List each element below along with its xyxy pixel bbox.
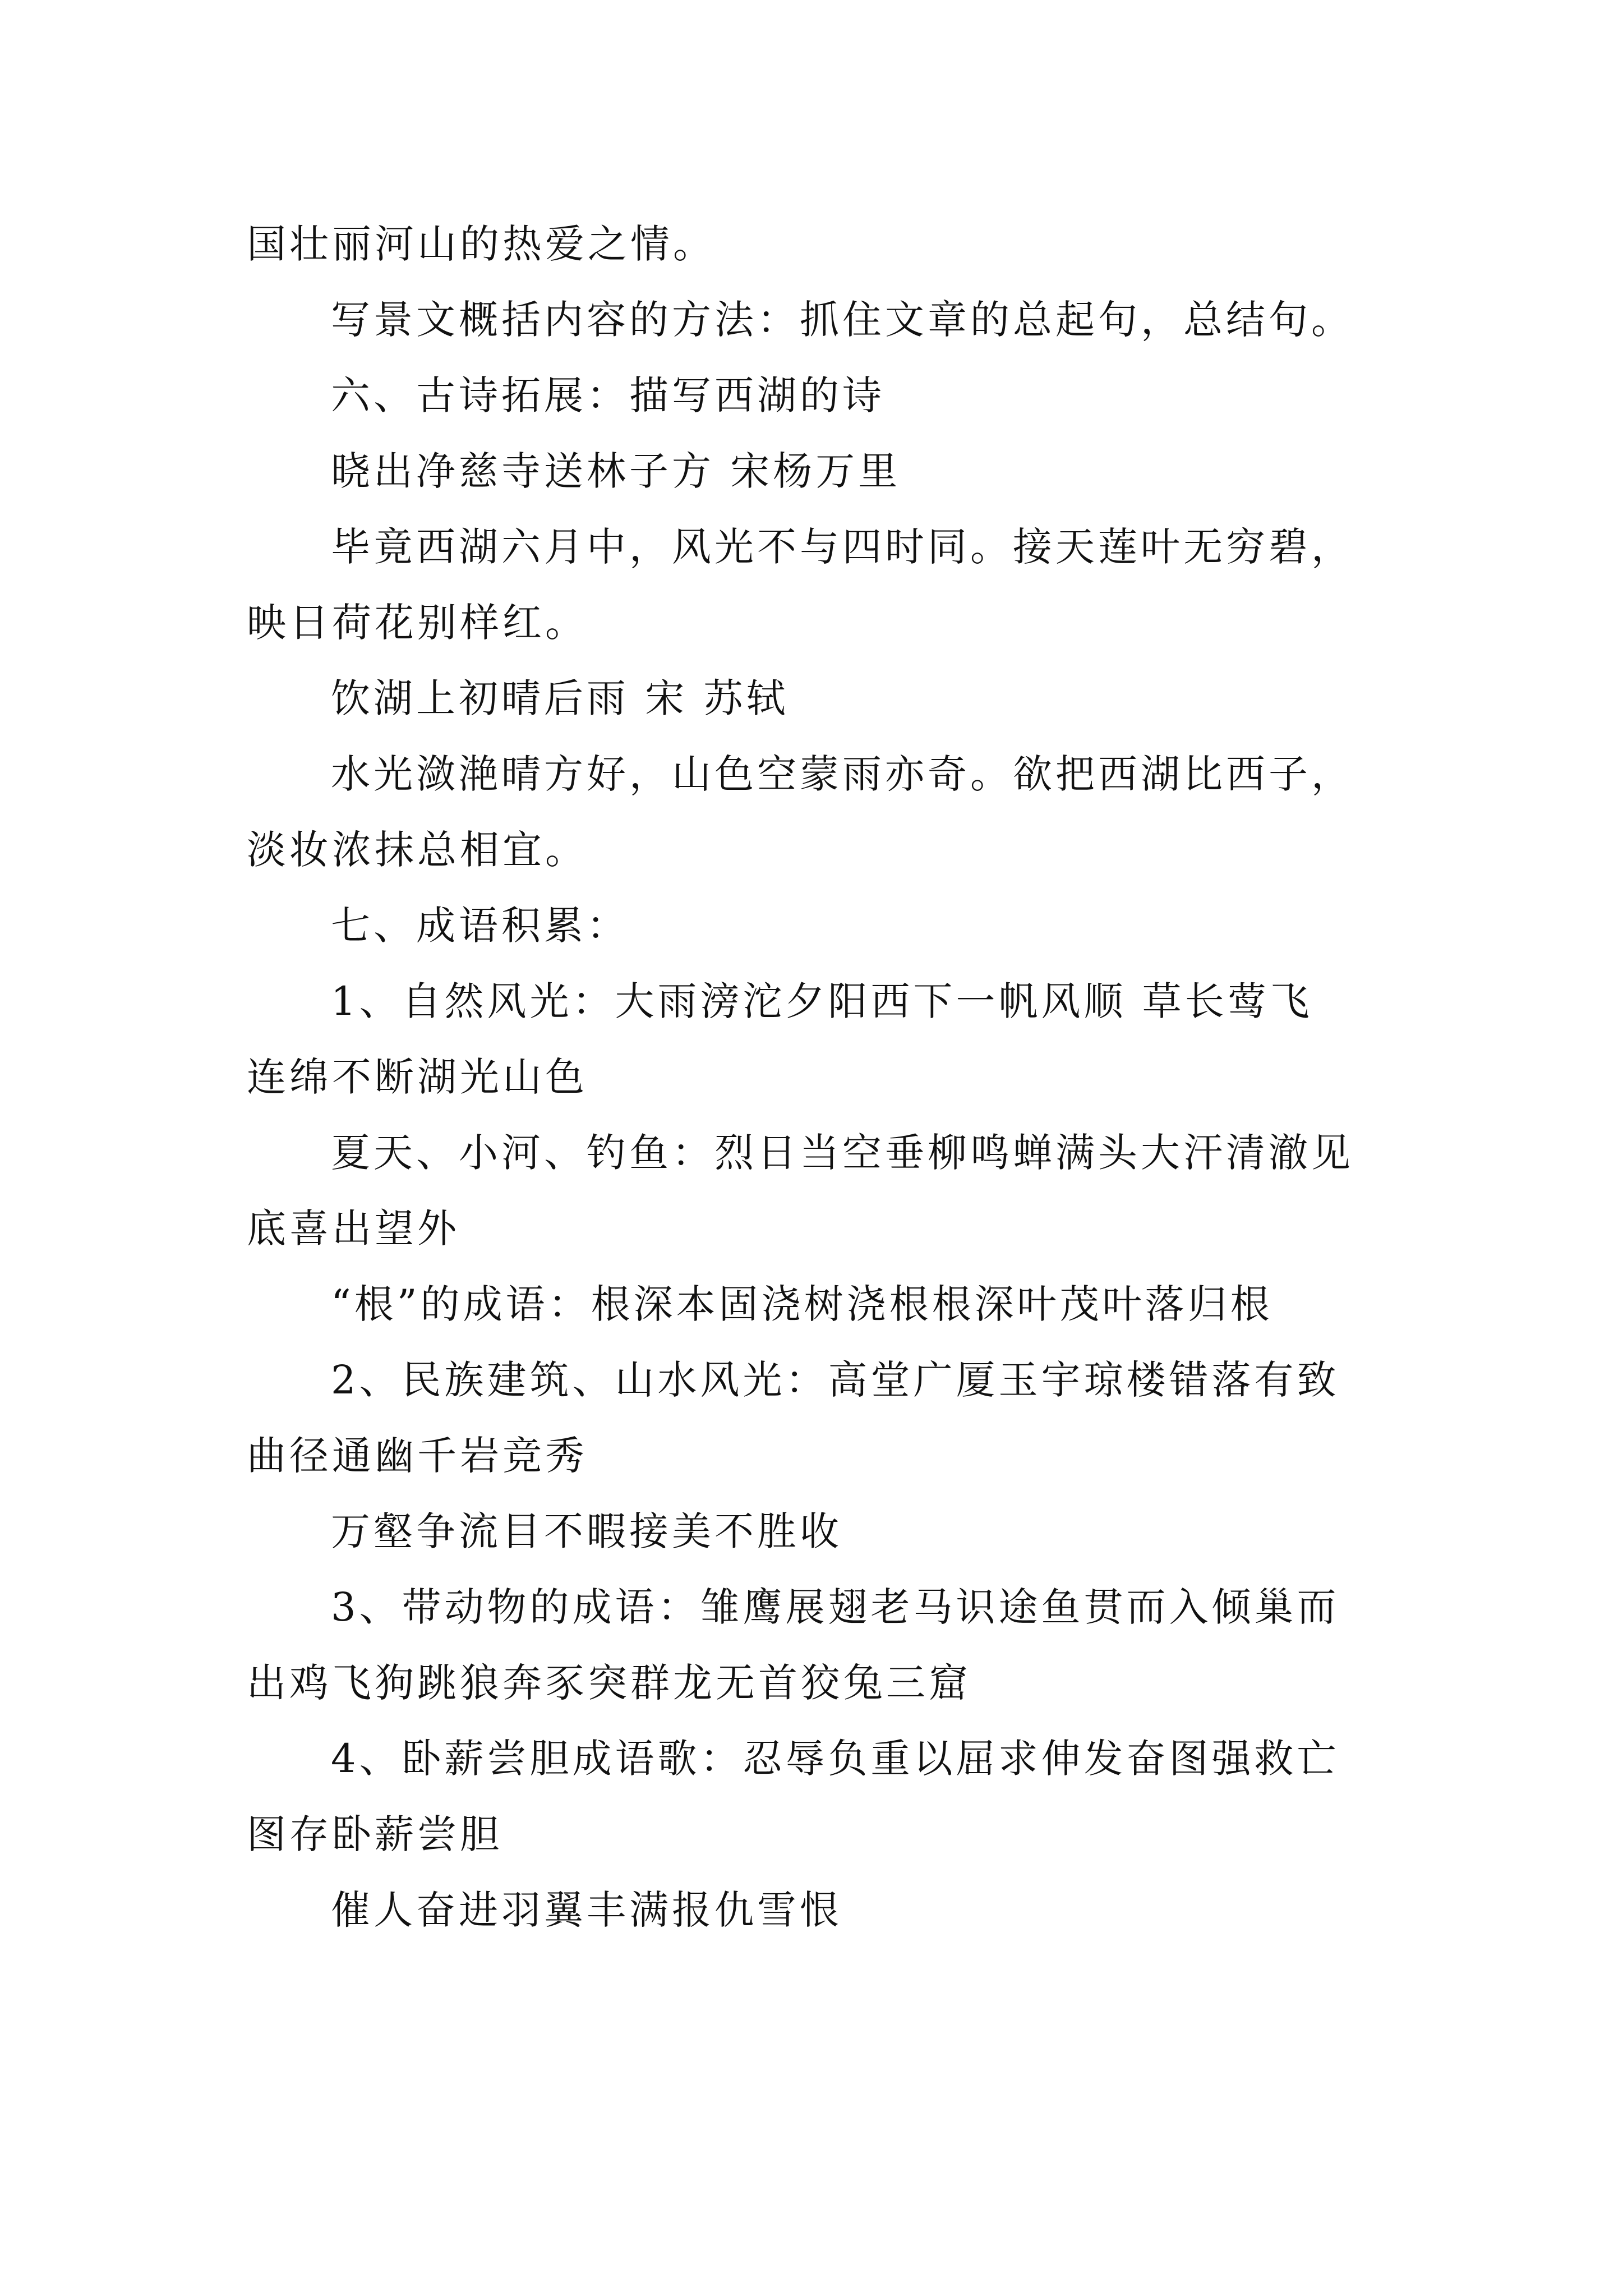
idiom-line: 3、带动物的成语：雏鹰展翅老马识途鱼贯而入倾巢而 <box>331 1584 1340 1630</box>
poem-title: 晓出净慈寺送林子方 宋杨万里 <box>331 448 901 494</box>
poem-text: 淡妆浓抹总相宜。 <box>247 827 588 873</box>
idiom-line: 2、民族建筑、山水风光：高堂广厦玉宇琼楼错落有致 <box>331 1357 1340 1403</box>
idiom-line: 连绵不断湖光山色 <box>247 1054 588 1100</box>
idiom-line: 4、卧薪尝胆成语歌：忍辱负重以屈求伸发奋图强救亡 <box>331 1736 1340 1782</box>
section-heading: 六、古诗拓展：描写西湖的诗 <box>331 372 885 418</box>
idiom-line: 夏天、小河、钓鱼：烈日当空垂柳鸣蝉满头大汗清澈见 <box>331 1130 1354 1176</box>
poem-text: 映日荷花别样红。 <box>247 600 588 646</box>
poem-text: 水光潋滟晴方好，山色空蒙雨亦奇。欲把西湖比西子， <box>331 751 1354 797</box>
idiom-line: 万壑争流目不暇接美不胜收 <box>331 1508 842 1554</box>
idiom-line: 1、自然风光：大雨滂沱夕阳西下一帆风顺 草长莺飞 <box>331 978 1313 1024</box>
poem-text: 毕竟西湖六月中，风光不与四时同。接天莲叶无穷碧， <box>331 524 1354 570</box>
poem-title: 饮湖上初晴后雨 宋 苏轼 <box>331 675 789 721</box>
text-line: 写景文概括内容的方法：抓住文章的总起句，总结句。 <box>331 297 1354 343</box>
text-line: 国壮丽河山的热爱之情。 <box>247 221 716 267</box>
idiom-line: 底喜出望外 <box>247 1205 460 1251</box>
section-heading: 七、成语积累： <box>331 903 629 949</box>
idiom-line: 曲径通幽千岩竞秀 <box>247 1433 588 1479</box>
idiom-line: “根”的成语：根深本固浇树浇根根深叶茂叶落归根 <box>331 1281 1273 1327</box>
idiom-line: 催人奋进羽翼丰满报仇雪恨 <box>331 1887 842 1933</box>
idiom-line: 图存卧薪尝胆 <box>247 1811 502 1857</box>
idiom-line: 出鸡飞狗跳狼奔豕突群龙无首狡兔三窟 <box>247 1660 971 1706</box>
